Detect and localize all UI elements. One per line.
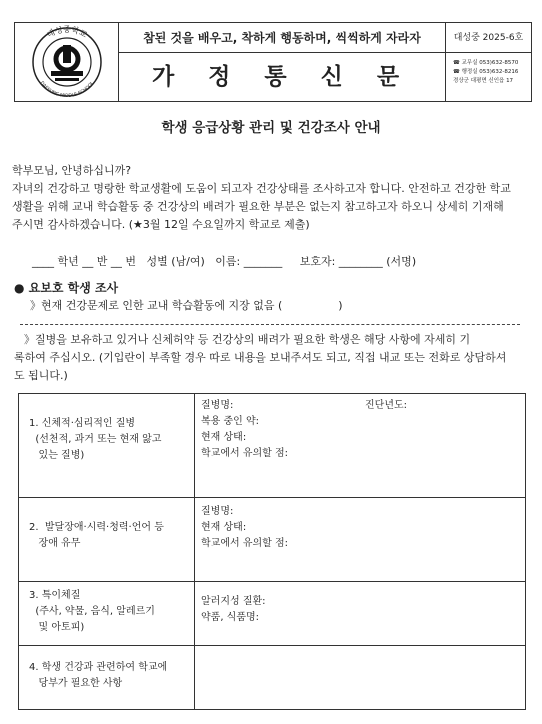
instruction-line-3: 도 됩니다.) <box>14 369 68 382</box>
table-row <box>19 498 526 582</box>
contact-info <box>445 53 531 101</box>
field-disease-name: 질병명: <box>201 400 234 411</box>
document-title: 학생 응급상황 관리 및 건강조사 안내 <box>161 120 381 136</box>
row-label-line: 당부가 필요한 사항 <box>29 678 123 689</box>
emblem-ring-text-top: 대성중학교 <box>45 25 89 40</box>
school-motto: 참된 것을 배우고, 착하게 행동하며, 씩씩하게 자라자 <box>119 23 445 53</box>
row-label-line: 장애 유무 <box>29 538 81 549</box>
row-input-cell[interactable] <box>195 582 526 646</box>
logo-cell <box>15 23 119 101</box>
intro-line-2: 생활을 위해 교내 학습활동 중 건강상의 배려가 필요한 부분은 없는지 참고하고자 하오니 상세히 기재해 <box>12 200 504 213</box>
section-title: ● 요보호 학생 조사 <box>14 281 119 295</box>
field-allergen-names: 약품, 식품명: <box>201 612 260 623</box>
row-label-line: 있는 질병) <box>29 450 85 461</box>
contact-line-3: 경상군 대평면 신인읍 17 <box>453 78 514 84</box>
field-current-status: 현재 상태: <box>201 432 247 443</box>
intro-line-1: 자녀의 건강하고 명랑한 학교생활에 도움이 되고자 건강상태를 조사하고자 합니다. 안전하고 건강한 학교 <box>12 182 511 195</box>
contact-line-1: ☎ 교무실 053)632-8570 <box>453 60 519 66</box>
intro-greeting: 학부모님, 안녕하십니까? <box>12 164 132 177</box>
newsletter-title: 가 정 통 신 문 <box>151 63 413 90</box>
row-label-line: 3. 특이체질 <box>29 590 81 601</box>
field-allergy-disease: 알러지성 질환: <box>201 596 266 607</box>
table-row <box>19 582 526 646</box>
health-survey-table <box>18 393 526 710</box>
field-medication: 복용 중인 약: <box>201 416 260 427</box>
issue-number: 대성중 2025-6호 <box>445 23 531 53</box>
row-label-cell <box>19 582 195 646</box>
no-issue-line: 》현재 건강문제로 인한 교내 학습활동에 지장 없음 ( ) <box>30 299 343 312</box>
instruction-line-1: 》질병을 보유하고 있거나 신체허약 등 건강상의 배려가 필요한 학생은 해당 사항에 자세히 기 <box>24 333 471 346</box>
row-input-cell[interactable] <box>195 646 526 710</box>
instruction-line-2: 록하여 주십시오. (기입란이 부족할 경우 따로 내용을 보내주셔도 되고, 직접 내교 또는 전화로 상담하셔 <box>14 351 507 364</box>
row-label-line: 2. 발달장애·시력·청력·언어 등 <box>29 522 164 533</box>
field-disease-name: 질병명: <box>201 506 234 517</box>
newsletter-header <box>14 22 532 102</box>
table-row <box>19 646 526 710</box>
emblem-ring-text-bottom: DAESUNG MIDDLE SCHOOL <box>38 80 96 99</box>
row-label-line: (주사, 약물, 음식, 알레르기 <box>29 606 155 617</box>
field-diagnosis-year: 진단년도: <box>365 400 408 411</box>
row-input-cell[interactable] <box>195 498 526 582</box>
row-input-cell[interactable] <box>195 394 526 498</box>
intro-line-3: 주시면 감사하겠습니다. (★3월 12일 수요일까지 학교로 제출) <box>12 218 310 231</box>
row-label-line: (선천적, 과거 또는 현재 앓고 <box>29 434 162 445</box>
field-current-status: 현재 상태: <box>201 522 247 533</box>
dashed-divider <box>20 324 520 325</box>
row-label-cell <box>19 498 195 582</box>
field-school-notes: 학교에서 유의할 점: <box>201 448 289 459</box>
field-school-notes: 학교에서 유의할 점: <box>201 538 289 549</box>
row-label-line: 4. 학생 건강과 관련하여 학교에 <box>29 662 168 673</box>
table-row <box>19 394 526 498</box>
row-label-cell <box>19 394 195 498</box>
contact-line-2: ☎ 행정실 053)632-8216 <box>453 69 519 75</box>
row-label-cell <box>19 646 195 710</box>
student-info-line: ____ 학년 __ 반 __ 번 성별 (남/여) 이름: _______ 보호자: ________ (서명) <box>32 255 417 268</box>
row-label-line: 1. 신체적·심리적인 질병 <box>29 418 136 429</box>
row-label-line: 및 아토피) <box>29 622 85 633</box>
school-emblem-icon <box>21 25 113 99</box>
svg-text:DAESUNG MIDDLE SCHOOL <box>39 80 96 99</box>
